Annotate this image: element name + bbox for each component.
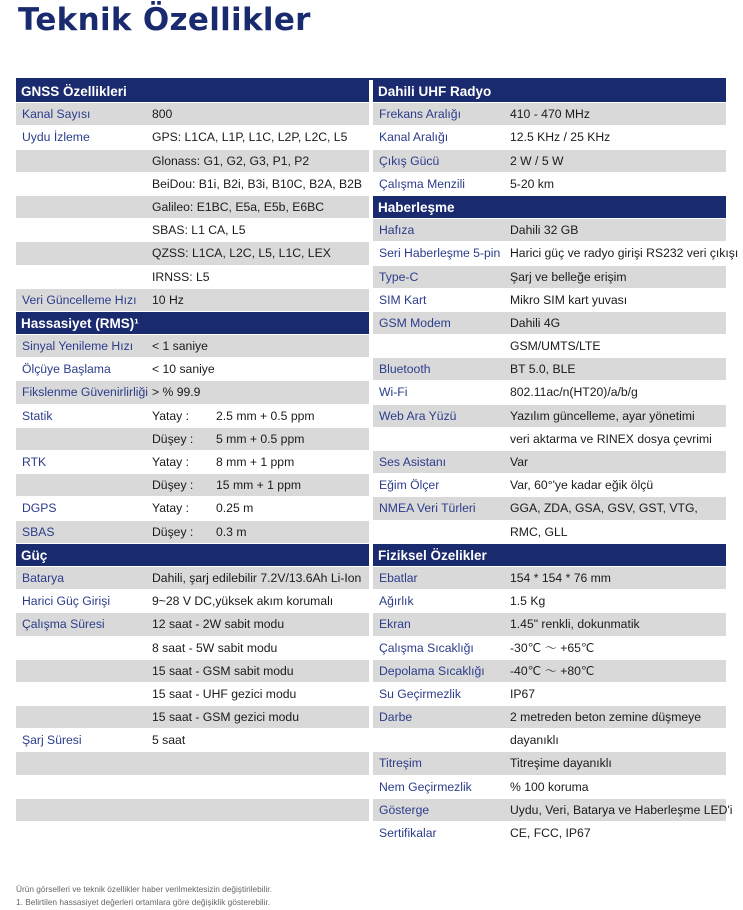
spec-label: RTK <box>22 455 47 469</box>
spec-label: Çalışma Menzili <box>379 176 466 191</box>
spec-sublabel: Düşey : <box>152 431 194 446</box>
spec-row <box>373 219 726 242</box>
spec-value: 2.5 mm + 0.5 ppm <box>216 408 315 423</box>
right-spec-column <box>373 80 739 845</box>
spec-value: Şarj ve belleğe erişim <box>510 269 627 284</box>
spec-label: SBAS <box>22 524 55 539</box>
spec-value: 15 mm + 1 ppm <box>216 478 302 493</box>
spec-value: 800 <box>152 107 173 122</box>
spec-value: IP67 <box>510 686 536 701</box>
spec-value: Titreşime dayanıklı <box>510 756 612 771</box>
section-header-guc: Güç <box>16 544 369 567</box>
spec-row <box>373 729 726 752</box>
spec-label: Eğim Ölçer <box>379 478 440 493</box>
spec-label: Ebatlar <box>379 570 418 585</box>
spec-value: Glonass: G1, G2, G3, P1, P2 <box>152 153 310 168</box>
spec-row <box>16 822 369 845</box>
spec-row <box>16 428 369 451</box>
spec-value: 5 saat <box>152 733 186 748</box>
spec-row <box>16 776 369 799</box>
spec-value: 1.45" renkli, dokunmatik <box>510 617 640 632</box>
spec-row <box>373 103 726 126</box>
spec-label: Hafıza <box>379 223 415 238</box>
spec-value: Uydu, Veri, Batarya ve Haberleşme LED'i <box>510 802 733 817</box>
spec-value: veri aktarma ve RINEX dosya çevrimi <box>510 431 712 446</box>
spec-value: Harici güç ve radyo girişi RS232 veri çıkışı <box>510 246 739 261</box>
spec-value: Dahili 4G <box>510 315 561 330</box>
spec-value: 2 metreden beton zemine düşmeye <box>510 710 702 725</box>
spec-value: Var, 60°'ye kadar eğik ölçü <box>510 478 654 493</box>
spec-sublabel: Yatay : <box>152 501 190 516</box>
spec-row <box>373 150 726 173</box>
spec-label: Ekran <box>379 617 411 632</box>
spec-value: GGA, ZDA, GSA, GSV, GST, VTG, <box>510 501 698 516</box>
spec-row <box>373 752 726 775</box>
spec-sublabel: Düşey : <box>152 524 194 539</box>
spec-label: Ses Asistanı <box>379 455 447 469</box>
spec-row <box>16 358 369 381</box>
spec-value: 5 mm + 0.5 ppm <box>216 431 305 446</box>
spec-value: CE, FCC, IP67 <box>510 826 591 840</box>
spec-value: GSM/UMTS/LTE <box>510 339 601 354</box>
section-header-haberlesme: Haberleşme <box>373 196 726 219</box>
spec-sublabel: Yatay : <box>152 455 190 469</box>
spec-value: Galileo: E1BC, E5a, E5b, E6BC <box>152 199 325 214</box>
footnote-disclaimer: Ürün görselleri ve teknik özellikler haber verilmektesizin değiştirilebilir. <box>16 884 272 894</box>
spec-row <box>16 706 369 729</box>
spec-label: Su Geçirmezlik <box>379 686 461 701</box>
spec-label: Batarya <box>22 570 65 585</box>
spec-row <box>16 752 369 775</box>
spec-label: Harici Güç Girişi <box>22 594 111 609</box>
spec-row <box>373 683 726 706</box>
spec-row <box>16 266 369 289</box>
spec-label: Fikslenme Güvenirlirliği <box>22 385 148 400</box>
spec-row <box>373 613 726 636</box>
spec-value: SBAS: L1 CA, L5 <box>152 223 246 238</box>
spec-value: Var <box>510 455 529 469</box>
section-header-dahili-uhf-radyo: Dahili UHF Radyo <box>373 80 726 103</box>
spec-value: 154 * 154 * 76 mm <box>510 570 611 585</box>
spec-label: Çalışma Sıcaklığı <box>379 640 474 655</box>
spec-row <box>373 776 726 799</box>
spec-row <box>373 474 726 497</box>
spec-value: 15 saat - GSM sabit modu <box>152 663 294 678</box>
spec-row <box>373 428 726 451</box>
section-header-hassasiyet-rms: Hassasiyet (RMS)¹ <box>16 312 369 335</box>
spec-row <box>16 590 369 613</box>
spec-value: 10 Hz <box>152 292 184 307</box>
spec-label: Kanal Aralığı <box>379 130 449 145</box>
spec-value: % 100 koruma <box>510 779 589 794</box>
spec-row <box>373 567 726 590</box>
spec-row <box>16 637 369 660</box>
spec-value: IRNSS: L5 <box>152 269 210 284</box>
spec-row <box>373 405 726 428</box>
spec-label: Sertifikalar <box>379 826 437 840</box>
spec-sublabel: Yatay : <box>152 408 190 423</box>
spec-row <box>16 150 369 173</box>
spec-label: Çıkış Gücü <box>379 153 440 168</box>
spec-row <box>373 312 726 335</box>
spec-sublabel: Düşey : <box>152 478 194 493</box>
spec-label: Ölçüye Başlama <box>22 362 111 377</box>
spec-value: dayanıklı <box>510 733 559 748</box>
spec-value: Yazılım güncelleme, ayar yönetimi <box>510 408 695 423</box>
spec-label: Gösterge <box>379 802 430 817</box>
spec-label: Seri Haberleşme 5-pin <box>379 246 501 261</box>
spec-row <box>373 126 726 149</box>
spec-value: 5-20 km <box>510 176 555 191</box>
spec-row <box>373 335 726 358</box>
spec-row <box>373 358 726 381</box>
spec-value: QZSS: L1CA, L2C, L5, L1C, LEX <box>152 246 331 261</box>
spec-row <box>16 289 369 312</box>
spec-row <box>16 683 369 706</box>
spec-row <box>16 567 369 590</box>
spec-value: 410 - 470 MHz <box>510 107 590 122</box>
spec-value: 15 saat - UHF gezici modu <box>152 686 297 701</box>
spec-value: GPS: L1CA, L1P, L1C, L2P, L2C, L5 <box>152 130 348 145</box>
spec-label: Titreşim <box>379 756 422 771</box>
spec-value: Dahili, şarj edilebilir 7.2V/13.6Ah Li-Ion <box>152 570 362 585</box>
spec-label: Uydu İzleme <box>22 130 90 145</box>
spec-value: 15 saat - GSM gezici modu <box>152 710 299 725</box>
spec-row <box>373 637 726 660</box>
spec-row <box>373 289 726 312</box>
spec-row <box>16 660 369 683</box>
spec-value: 2 W / 5 W <box>510 153 564 168</box>
spec-value: < 1 saniye <box>152 339 208 354</box>
spec-label: Type-C <box>379 269 419 284</box>
spec-row <box>16 196 369 219</box>
spec-label: Sinyal Yenileme Hızı <box>22 339 134 354</box>
spec-value: 12 saat - 2W sabit modu <box>152 617 285 632</box>
spec-value: > % 99.9 <box>152 385 201 400</box>
spec-label: Nem Geçirmezlik <box>379 779 472 794</box>
spec-row <box>16 613 369 636</box>
spec-label: Web Ara Yüzü <box>379 408 457 423</box>
spec-row <box>373 799 733 822</box>
spec-row <box>373 451 726 474</box>
spec-label: Frekans Aralığı <box>379 107 461 122</box>
spec-row <box>373 266 726 289</box>
spec-row <box>16 242 369 265</box>
spec-value: Dahili 32 GB <box>510 223 579 238</box>
spec-value: 9~28 V DC,yüksek akım korumalı <box>152 594 334 609</box>
spec-row <box>373 590 726 613</box>
spec-value: 0.3 m <box>216 524 247 539</box>
spec-value: < 10 saniye <box>152 362 215 377</box>
spec-row <box>373 242 739 265</box>
spec-value: 1.5 Kg <box>510 594 546 609</box>
spec-value: Mikro SIM kart yuvası <box>510 292 628 307</box>
spec-label: Depolama Sıcaklığı <box>379 663 485 678</box>
spec-row <box>16 451 369 474</box>
spec-row <box>16 219 369 242</box>
spec-row <box>373 173 726 196</box>
spec-value: -40℃ ～ +80℃ <box>510 663 595 678</box>
spec-row <box>16 381 369 404</box>
spec-label: SIM Kart <box>379 292 427 307</box>
spec-row <box>373 822 726 845</box>
spec-label: Ağırlık <box>379 594 414 609</box>
spec-label: NMEA Veri Türleri <box>379 501 476 516</box>
spec-row <box>16 474 369 497</box>
spec-label: DGPS <box>22 501 57 516</box>
spec-label: Darbe <box>379 710 413 725</box>
spec-row <box>373 381 726 404</box>
spec-value: 802.11ac/n(HT20)/a/b/g <box>510 385 638 400</box>
spec-row <box>373 706 726 729</box>
spec-row <box>16 126 369 149</box>
spec-row <box>16 173 369 196</box>
spec-value: 0.25 m <box>216 501 254 516</box>
spec-row <box>373 521 726 544</box>
section-header-fiziksel-ozelikler: Fiziksel Özelikler <box>373 544 726 567</box>
spec-row <box>373 497 726 520</box>
left-spec-column <box>16 80 369 845</box>
spec-row <box>16 497 369 520</box>
spec-value: 12.5 KHz / 25 KHz <box>510 130 611 145</box>
spec-label: Bluetooth <box>379 362 431 377</box>
spec-label: Şarj Süresi <box>22 733 82 748</box>
spec-value: BeiDou: B1i, B2i, B3i, B10C, B2A, B2B <box>152 176 363 191</box>
spec-label: Veri Güncelleme Hızı <box>22 292 137 307</box>
spec-row <box>16 103 369 126</box>
section-header-gnss-ozellikleri: GNSS Özellikleri <box>16 80 369 103</box>
spec-label: Çalışma Süresi <box>22 617 105 632</box>
spec-row <box>16 335 369 358</box>
spec-value: -30℃ ～ +65℃ <box>510 640 595 655</box>
spec-row <box>16 799 369 822</box>
spec-label: GSM Modem <box>379 315 451 330</box>
spec-row <box>373 660 726 683</box>
spec-label: Kanal Sayısı <box>22 107 91 122</box>
spec-label: Wi-Fi <box>379 385 408 400</box>
spec-value: RMC, GLL <box>510 524 568 539</box>
spec-value: 8 mm + 1 ppm <box>216 455 295 469</box>
spec-row <box>16 405 369 428</box>
spec-value: BT 5.0, BLE <box>510 362 576 377</box>
spec-row <box>16 729 369 752</box>
spec-row <box>16 521 369 544</box>
page-title: Teknik Özellikler <box>18 2 311 38</box>
spec-value: 8 saat - 5W sabit modu <box>152 640 278 655</box>
footnote-accuracy: 1. Belirtilen hassasiyet değerleri ortamlara göre değişiklik gösterebilir. <box>16 897 271 907</box>
spec-label: Statik <box>22 408 53 423</box>
